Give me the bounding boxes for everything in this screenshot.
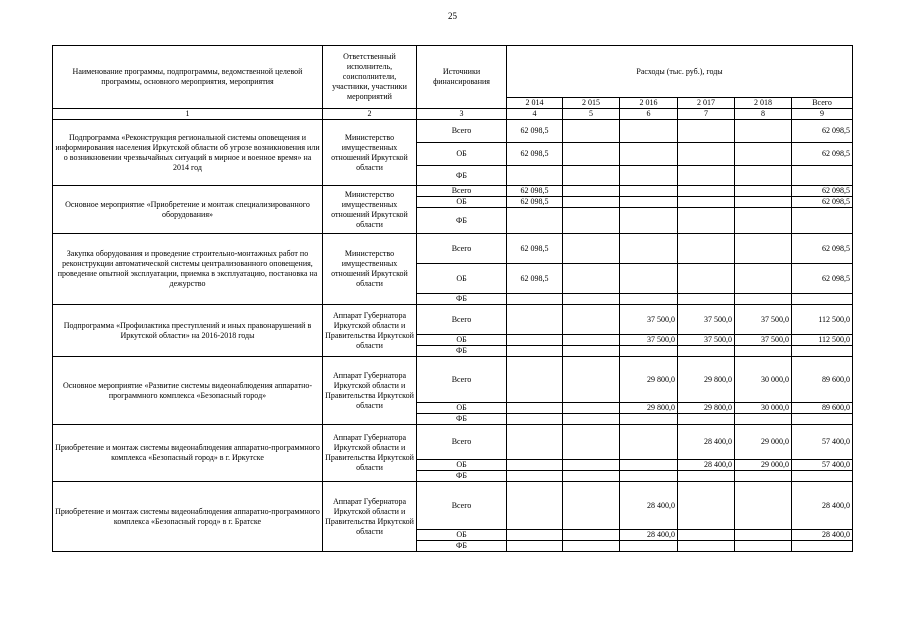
amount-cell: 29 800,0 bbox=[678, 357, 735, 403]
amount-cell bbox=[620, 460, 678, 471]
amount-cell bbox=[735, 186, 792, 197]
amount-cell bbox=[735, 414, 792, 425]
amount-cell bbox=[563, 120, 620, 143]
amount-cell bbox=[507, 335, 563, 346]
funding-source: Всего bbox=[417, 425, 507, 460]
funding-source: ФБ bbox=[417, 471, 507, 482]
amount-cell bbox=[620, 541, 678, 552]
amount-cell bbox=[735, 166, 792, 186]
amount-cell bbox=[678, 530, 735, 541]
amount-cell bbox=[620, 143, 678, 166]
executor: Аппарат Губернатора Иркутской области и Правительства Иркутской области bbox=[323, 305, 417, 357]
funding-source: Всего bbox=[417, 357, 507, 403]
funding-source: Всего bbox=[417, 305, 507, 335]
column-index: 9 bbox=[792, 109, 853, 120]
column-index: 4 bbox=[507, 109, 563, 120]
amount-cell bbox=[563, 335, 620, 346]
amount-cell bbox=[678, 346, 735, 357]
table-row bbox=[53, 186, 853, 197]
amount-cell bbox=[507, 294, 563, 305]
total-cell: 62 098,5 bbox=[792, 264, 853, 294]
amount-cell bbox=[563, 357, 620, 403]
amount-cell: 62 098,5 bbox=[507, 234, 563, 264]
header-year: 2 017 bbox=[678, 98, 735, 109]
amount-cell bbox=[735, 294, 792, 305]
amount-cell bbox=[678, 234, 735, 264]
amount-cell bbox=[563, 197, 620, 208]
amount-cell: 62 098,5 bbox=[507, 143, 563, 166]
amount-cell bbox=[620, 264, 678, 294]
table-header bbox=[53, 46, 853, 120]
amount-cell bbox=[563, 541, 620, 552]
header-executor: Ответственный исполнитель, соисполнители, участники, участники мероприятий bbox=[323, 46, 417, 109]
total-cell: 28 400,0 bbox=[792, 482, 853, 530]
amount-cell bbox=[563, 425, 620, 460]
program-name: Основное мероприятие «Приобретение и монтаж специализированного оборудования» bbox=[53, 186, 323, 234]
amount-cell: 37 500,0 bbox=[620, 305, 678, 335]
amount-cell bbox=[735, 482, 792, 530]
table-row bbox=[53, 305, 853, 335]
total-cell: 62 098,5 bbox=[792, 197, 853, 208]
total-cell bbox=[792, 208, 853, 234]
total-cell: 62 098,5 bbox=[792, 186, 853, 197]
amount-cell bbox=[678, 186, 735, 197]
amount-cell bbox=[735, 541, 792, 552]
total-cell: 28 400,0 bbox=[792, 530, 853, 541]
amount-cell bbox=[735, 143, 792, 166]
funding-source: ОБ bbox=[417, 530, 507, 541]
header-name: Наименование программы, подпрограммы, ведомственной целевой программы, основного мероприятия, мероприятия bbox=[53, 46, 323, 109]
amount-cell bbox=[563, 305, 620, 335]
amount-cell bbox=[678, 264, 735, 294]
amount-cell bbox=[678, 197, 735, 208]
amount-cell: 62 098,5 bbox=[507, 264, 563, 294]
amount-cell bbox=[735, 234, 792, 264]
amount-cell bbox=[563, 264, 620, 294]
amount-cell bbox=[563, 208, 620, 234]
amount-cell bbox=[507, 460, 563, 471]
amount-cell bbox=[507, 208, 563, 234]
header-expenses: Расходы (тыс. руб.), годы bbox=[507, 46, 853, 98]
amount-cell bbox=[735, 471, 792, 482]
total-cell: 57 400,0 bbox=[792, 460, 853, 471]
amount-cell bbox=[620, 197, 678, 208]
total-cell bbox=[792, 346, 853, 357]
column-index: 8 bbox=[735, 109, 792, 120]
executor: Аппарат Губернатора Иркутской области и Правительства Иркутской области bbox=[323, 425, 417, 482]
amount-cell bbox=[620, 234, 678, 264]
amount-cell bbox=[507, 346, 563, 357]
amount-cell: 62 098,5 bbox=[507, 197, 563, 208]
amount-cell bbox=[563, 186, 620, 197]
funding-source: ОБ bbox=[417, 197, 507, 208]
amount-cell bbox=[563, 414, 620, 425]
amount-cell: 28 400,0 bbox=[678, 460, 735, 471]
amount-cell bbox=[620, 414, 678, 425]
funding-source: ФБ bbox=[417, 414, 507, 425]
total-cell: 62 098,5 bbox=[792, 234, 853, 264]
amount-cell bbox=[563, 346, 620, 357]
column-index: 7 bbox=[678, 109, 735, 120]
executor: Министерство имущественных отношений Иркутской области bbox=[323, 186, 417, 234]
page-number: 25 bbox=[448, 11, 457, 21]
amount-cell bbox=[735, 264, 792, 294]
amount-cell bbox=[678, 541, 735, 552]
executor: Министерство имущественных отношений Иркутской области bbox=[323, 234, 417, 305]
table-body bbox=[53, 120, 853, 552]
expenses-table bbox=[52, 45, 853, 552]
total-cell: 89 600,0 bbox=[792, 403, 853, 414]
program-name: Подпрограмма «Реконструкция региональной системы оповещения и информирования населения Иркутской области об угрозе возникновения или о возникновении чрезвычайных ситуаций в мирное и военное время» на 2014 год bbox=[53, 120, 323, 186]
column-index: 3 bbox=[417, 109, 507, 120]
amount-cell: 37 500,0 bbox=[620, 335, 678, 346]
amount-cell bbox=[620, 425, 678, 460]
funding-source: ОБ bbox=[417, 264, 507, 294]
amount-cell bbox=[563, 471, 620, 482]
total-cell bbox=[792, 414, 853, 425]
amount-cell bbox=[678, 414, 735, 425]
amount-cell bbox=[563, 403, 620, 414]
amount-cell bbox=[563, 460, 620, 471]
column-index: 2 bbox=[323, 109, 417, 120]
table-row bbox=[53, 120, 853, 143]
amount-cell: 28 400,0 bbox=[620, 530, 678, 541]
amount-cell: 37 500,0 bbox=[735, 305, 792, 335]
amount-cell bbox=[563, 530, 620, 541]
amount-cell bbox=[507, 305, 563, 335]
funding-source: ОБ bbox=[417, 143, 507, 166]
amount-cell bbox=[507, 541, 563, 552]
funding-source: Всего bbox=[417, 186, 507, 197]
amount-cell: 29 800,0 bbox=[620, 403, 678, 414]
amount-cell bbox=[507, 530, 563, 541]
amount-cell bbox=[620, 346, 678, 357]
amount-cell bbox=[678, 482, 735, 530]
column-index: 1 bbox=[53, 109, 323, 120]
amount-cell: 62 098,5 bbox=[507, 120, 563, 143]
funding-source: Всего bbox=[417, 120, 507, 143]
amount-cell: 29 000,0 bbox=[735, 425, 792, 460]
amount-cell bbox=[735, 208, 792, 234]
total-cell bbox=[792, 166, 853, 186]
funding-source: ФБ bbox=[417, 346, 507, 357]
total-cell: 112 500,0 bbox=[792, 305, 853, 335]
amount-cell bbox=[507, 471, 563, 482]
amount-cell bbox=[735, 346, 792, 357]
table-row bbox=[53, 234, 853, 264]
funding-source: ОБ bbox=[417, 335, 507, 346]
amount-cell bbox=[678, 471, 735, 482]
amount-cell: 30 000,0 bbox=[735, 403, 792, 414]
amount-cell bbox=[735, 120, 792, 143]
amount-cell bbox=[620, 186, 678, 197]
amount-cell bbox=[620, 166, 678, 186]
amount-cell bbox=[507, 482, 563, 530]
amount-cell bbox=[563, 143, 620, 166]
amount-cell: 37 500,0 bbox=[735, 335, 792, 346]
executor: Аппарат Губернатора Иркутской области и Правительства Иркутской области bbox=[323, 482, 417, 552]
amount-cell: 37 500,0 bbox=[678, 335, 735, 346]
total-cell bbox=[792, 294, 853, 305]
amount-cell bbox=[735, 197, 792, 208]
amount-cell bbox=[678, 294, 735, 305]
total-cell: 62 098,5 bbox=[792, 143, 853, 166]
amount-cell bbox=[678, 208, 735, 234]
table-row bbox=[53, 357, 853, 403]
amount-cell: 30 000,0 bbox=[735, 357, 792, 403]
column-index: 6 bbox=[620, 109, 678, 120]
amount-cell bbox=[563, 166, 620, 186]
program-name: Приобретение и монтаж системы видеонаблюдения аппаратно-программного комплекса «Безопасный город» в г. Иркутске bbox=[53, 425, 323, 482]
amount-cell bbox=[507, 414, 563, 425]
funding-source: ФБ bbox=[417, 294, 507, 305]
total-cell bbox=[792, 471, 853, 482]
amount-cell: 28 400,0 bbox=[620, 482, 678, 530]
amount-cell bbox=[563, 482, 620, 530]
amount-cell: 28 400,0 bbox=[678, 425, 735, 460]
funding-source: Всего bbox=[417, 234, 507, 264]
amount-cell bbox=[507, 166, 563, 186]
header-source: Источники финансирования bbox=[417, 46, 507, 109]
amount-cell: 29 800,0 bbox=[678, 403, 735, 414]
total-cell: 62 098,5 bbox=[792, 120, 853, 143]
total-cell bbox=[792, 541, 853, 552]
amount-cell bbox=[678, 120, 735, 143]
amount-cell bbox=[563, 234, 620, 264]
amount-cell bbox=[678, 166, 735, 186]
amount-cell bbox=[620, 208, 678, 234]
table-row bbox=[53, 482, 853, 530]
program-name: Основное мероприятие «Развитие системы видеонаблюдения аппаратно-программного комплекса «Безопасный город» bbox=[53, 357, 323, 425]
table-row bbox=[53, 425, 853, 460]
amount-cell: 37 500,0 bbox=[678, 305, 735, 335]
funding-source: ФБ bbox=[417, 208, 507, 234]
header-total: Всего bbox=[792, 98, 853, 109]
amount-cell: 29 800,0 bbox=[620, 357, 678, 403]
header-year: 2 016 bbox=[620, 98, 678, 109]
header-year: 2 014 bbox=[507, 98, 563, 109]
program-name: Закупка оборудования и проведение строительно-монтажных работ по реконструкции автоматической системы централизованного оповещения, проведение опытной эксплуатации, приемка в эксплуатацию, постановка на дежурство bbox=[53, 234, 323, 305]
total-cell: 57 400,0 bbox=[792, 425, 853, 460]
header-year: 2 015 bbox=[563, 98, 620, 109]
amount-cell bbox=[507, 425, 563, 460]
funding-source: Всего bbox=[417, 482, 507, 530]
column-index: 5 bbox=[563, 109, 620, 120]
amount-cell bbox=[678, 143, 735, 166]
header-year: 2 018 bbox=[735, 98, 792, 109]
funding-source: ФБ bbox=[417, 166, 507, 186]
program-name: Подпрограмма «Профилактика преступлений и иных правонарушений в Иркутской области» на 2016-2018 годы bbox=[53, 305, 323, 357]
executor: Аппарат Губернатора Иркутской области и Правительства Иркутской области bbox=[323, 357, 417, 425]
amount-cell bbox=[507, 357, 563, 403]
program-name: Приобретение и монтаж системы видеонаблюдения аппаратно-программного комплекса «Безопасный город» в г. Братске bbox=[53, 482, 323, 552]
funding-source: ОБ bbox=[417, 460, 507, 471]
amount-cell: 29 000,0 bbox=[735, 460, 792, 471]
total-cell: 89 600,0 bbox=[792, 357, 853, 403]
amount-cell bbox=[620, 471, 678, 482]
executor: Министерство имущественных отношений Иркутской области bbox=[323, 120, 417, 186]
amount-cell bbox=[735, 530, 792, 541]
funding-source: ФБ bbox=[417, 541, 507, 552]
total-cell: 112 500,0 bbox=[792, 335, 853, 346]
funding-source: ОБ bbox=[417, 403, 507, 414]
amount-cell bbox=[507, 403, 563, 414]
amount-cell bbox=[620, 120, 678, 143]
amount-cell bbox=[620, 294, 678, 305]
amount-cell bbox=[563, 294, 620, 305]
amount-cell: 62 098,5 bbox=[507, 186, 563, 197]
